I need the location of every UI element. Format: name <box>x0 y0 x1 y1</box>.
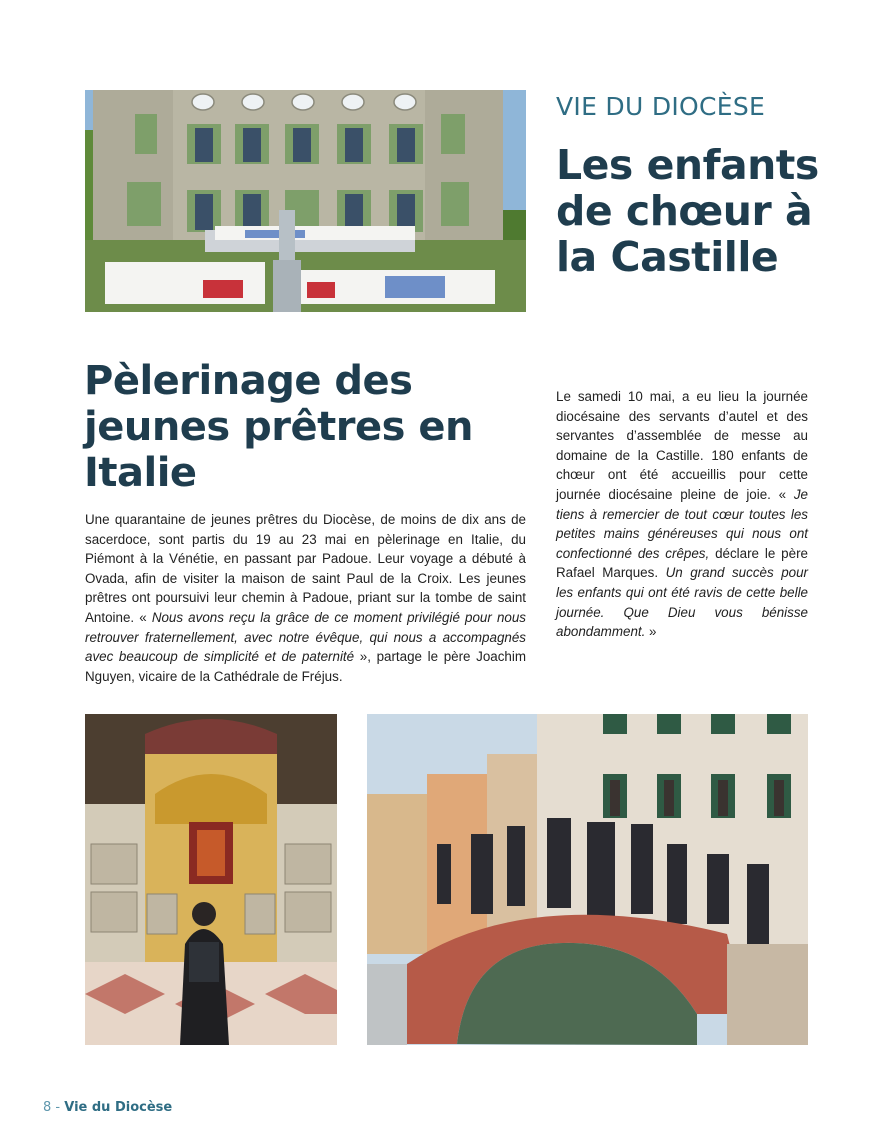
body-text: déclare le père Rafael Marques. <box>556 545 808 581</box>
section-label: VIE DU DIOCÈSE <box>556 92 766 121</box>
photo-venice-bridge <box>367 714 808 1045</box>
footer-section-name: Vie du Diocèse <box>64 1100 173 1115</box>
photo-basilica-altar <box>85 714 337 1045</box>
page-footer <box>43 1100 172 1115</box>
body-text: », partage le père Joachim Nguyen, vicaire de la Cathédrale de Fréjus. <box>85 649 526 684</box>
body-text: Le samedi 10 mai, a eu lieu la journée diocésaine des servants d’autel et des servantes d’assemblée de messe au domaine de la Castille. 180 enfants de chœur ont été accueillis pour cette journée diocésaine pleine de joie. « <box>556 389 808 502</box>
footer-separator: - <box>51 1100 65 1115</box>
quote-text: Nous avons reçu la grâce de ce moment privilégié pour nous retrouver fraternellement, avec notre évêque, qui nous a accompagnés avec beaucoup de simplicité et de paternité <box>85 609 526 665</box>
article-title-choir-children: Les enfants de chœur à la Castille <box>556 141 819 281</box>
article-title-pilgrimage: Pèlerinage des jeunes prêtres en Italie <box>84 358 473 496</box>
quote-text: Un grand succès pour les enfants qui ont été ravis de cette belle journée. Que Dieu vous bénisse abondamment. <box>556 565 808 640</box>
body-text: » <box>645 624 657 640</box>
photo-castle-choir-children <box>85 90 526 312</box>
article-body-choir-children <box>556 387 808 642</box>
article-body-pilgrimage <box>85 510 526 686</box>
body-text: Une quarantaine de jeunes prêtres du Diocèse, de moins de dix ans de sacerdoce, sont partis du 19 au 23 mai en pèlerinage en Italie, du Piémont à la Vénétie, en passant par Padoue. Leur voyage a débuté à Ovada, afin de visiter la maison de saint Paul de la Croix. Les jeunes prêtres ont poursuivi leur chemin à Padoue, priant sur la tombe de saint Antoine. « <box>85 512 526 625</box>
quote-text: Je tiens à remercier de tout cœur toutes les petites mains généreuses qui nous ont confectionné des crêpes, <box>556 486 808 561</box>
page-number: 8 <box>43 1100 52 1115</box>
